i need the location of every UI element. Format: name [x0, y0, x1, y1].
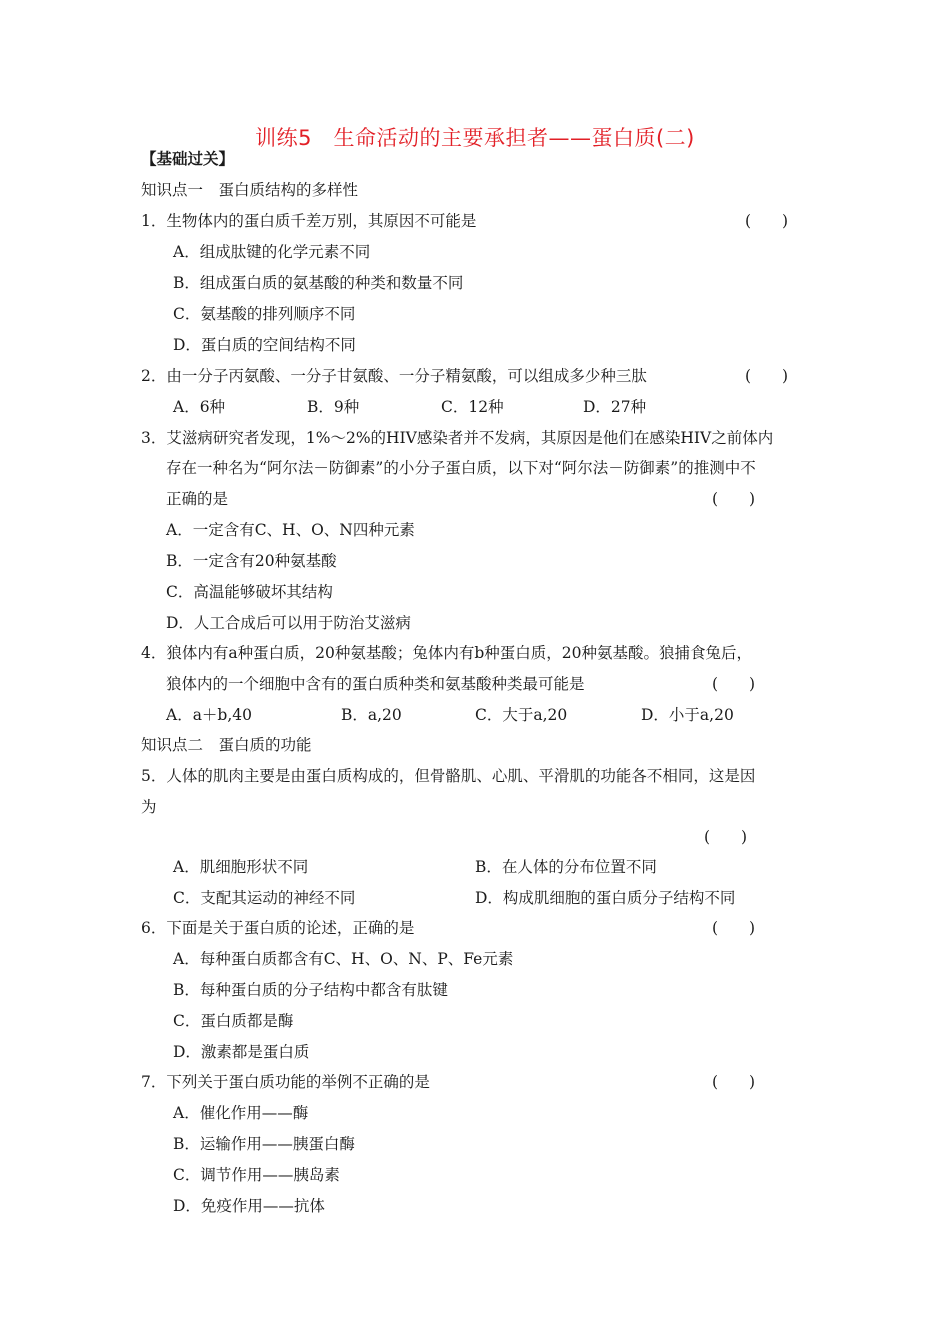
q4-option-c: C．大于a,20: [475, 706, 568, 724]
q1-option-c: C．氨基酸的排列顺序不同: [173, 305, 356, 323]
q5-option-d: D．构成肌细胞的蛋白质分子结构不同: [475, 889, 736, 907]
q7-option-a: A．催化作用——酶: [173, 1104, 309, 1122]
q1-option-b: B．组成蛋白质的氨基酸的种类和数量不同: [173, 274, 464, 292]
q4-stem-line-1: 4．狼体内有a种蛋白质，20种氨基酸；兔体内有b种蛋白质，20种氨基酸。狼捕食兔后，: [141, 644, 752, 662]
q6-option-b: B．每种蛋白质的分子结构中都含有肽键: [173, 981, 448, 999]
q1-stem: 1．生物体内的蛋白质千差万别，其原因不可能是: [141, 212, 477, 230]
knowledge-point-1: 知识点一 蛋白质结构的多样性: [141, 181, 359, 199]
q7-option-c: C．调节作用——胰岛素: [173, 1166, 340, 1184]
q4-answer-blank: ( ): [712, 675, 756, 693]
q2-option-b: B．9种: [307, 398, 360, 416]
q5-option-a: A．肌细胞形状不同: [173, 858, 309, 876]
q6-answer-blank: ( ): [712, 919, 756, 937]
q3-stem-line-2: 存在一种名为“阿尔法－防御素”的小分子蛋白质，以下对“阿尔法－防御素”的推测中不: [166, 459, 756, 477]
q5-stem-line-2: 为: [141, 798, 157, 816]
q6-option-d: D．激素都是蛋白质: [173, 1043, 310, 1061]
q7-stem: 7．下列关于蛋白质功能的举例不正确的是: [141, 1073, 430, 1091]
q5-option-c: C．支配其运动的神经不同: [173, 889, 356, 907]
q4-option-d: D．小于a,20: [641, 706, 734, 724]
q2-option-a: A．6种: [173, 398, 226, 416]
q2-option-d: D．27种: [583, 398, 647, 416]
q2-option-c: C．12种: [441, 398, 504, 416]
q7-option-d: D．免疫作用——抗体: [173, 1197, 325, 1215]
q4-stem-line-2: 狼体内的一个细胞中含有的蛋白质种类和氨基酸种类最可能是: [166, 675, 585, 693]
section-heading-basic: 【基础过关】: [141, 150, 235, 168]
q6-stem: 6．下面是关于蛋白质的论述，正确的是: [141, 919, 415, 937]
q3-option-b: B．一定含有20种氨基酸: [166, 552, 337, 570]
q4-option-a: A．a＋b,40: [166, 706, 253, 724]
q6-option-a: A．每种蛋白质都含有C、H、O、N、P、Fe元素: [173, 950, 514, 968]
q5-answer-blank: ( ): [704, 828, 748, 846]
q3-stem-line-3: 正确的是: [166, 490, 229, 508]
q3-stem-line-1: 3．艾滋病研究者发现，1%～2%的HIV感染者并不发病，其原因是他们在感染HIV之前体内: [141, 429, 774, 447]
q7-option-b: B．运输作用——胰蛋白酶: [173, 1135, 355, 1153]
q3-option-d: D．人工合成后可以用于防治艾滋病: [166, 614, 411, 632]
q5-stem-line-1: 5．人体的肌肉主要是由蛋白质构成的，但骨骼肌、心肌、平滑肌的功能各不相同，这是因: [141, 767, 756, 785]
page-title: 训练5 生命活动的主要承担者——蛋白质(二): [255, 126, 695, 150]
q1-option-a: A．组成肽键的化学元素不同: [173, 243, 371, 261]
q6-option-c: C．蛋白质都是酶: [173, 1012, 294, 1030]
q1-option-d: D．蛋白质的空间结构不同: [173, 336, 356, 354]
q3-option-a: A．一定含有C、H、O、N四种元素: [166, 521, 415, 539]
q3-answer-blank: ( ): [712, 490, 756, 508]
q7-answer-blank: ( ): [712, 1073, 756, 1091]
q1-answer-blank: ( ): [745, 212, 789, 230]
q4-option-b: B．a,20: [341, 706, 402, 724]
q5-option-b: B．在人体的分布位置不同: [475, 858, 657, 876]
knowledge-point-2: 知识点二 蛋白质的功能: [141, 736, 312, 754]
q2-answer-blank: ( ): [745, 367, 789, 385]
q3-option-c: C．高温能够破坏其结构: [166, 583, 333, 601]
q2-stem: 2．由一分子丙氨酸、一分子甘氨酸、一分子精氨酸，可以组成多少种三肽: [141, 367, 647, 385]
